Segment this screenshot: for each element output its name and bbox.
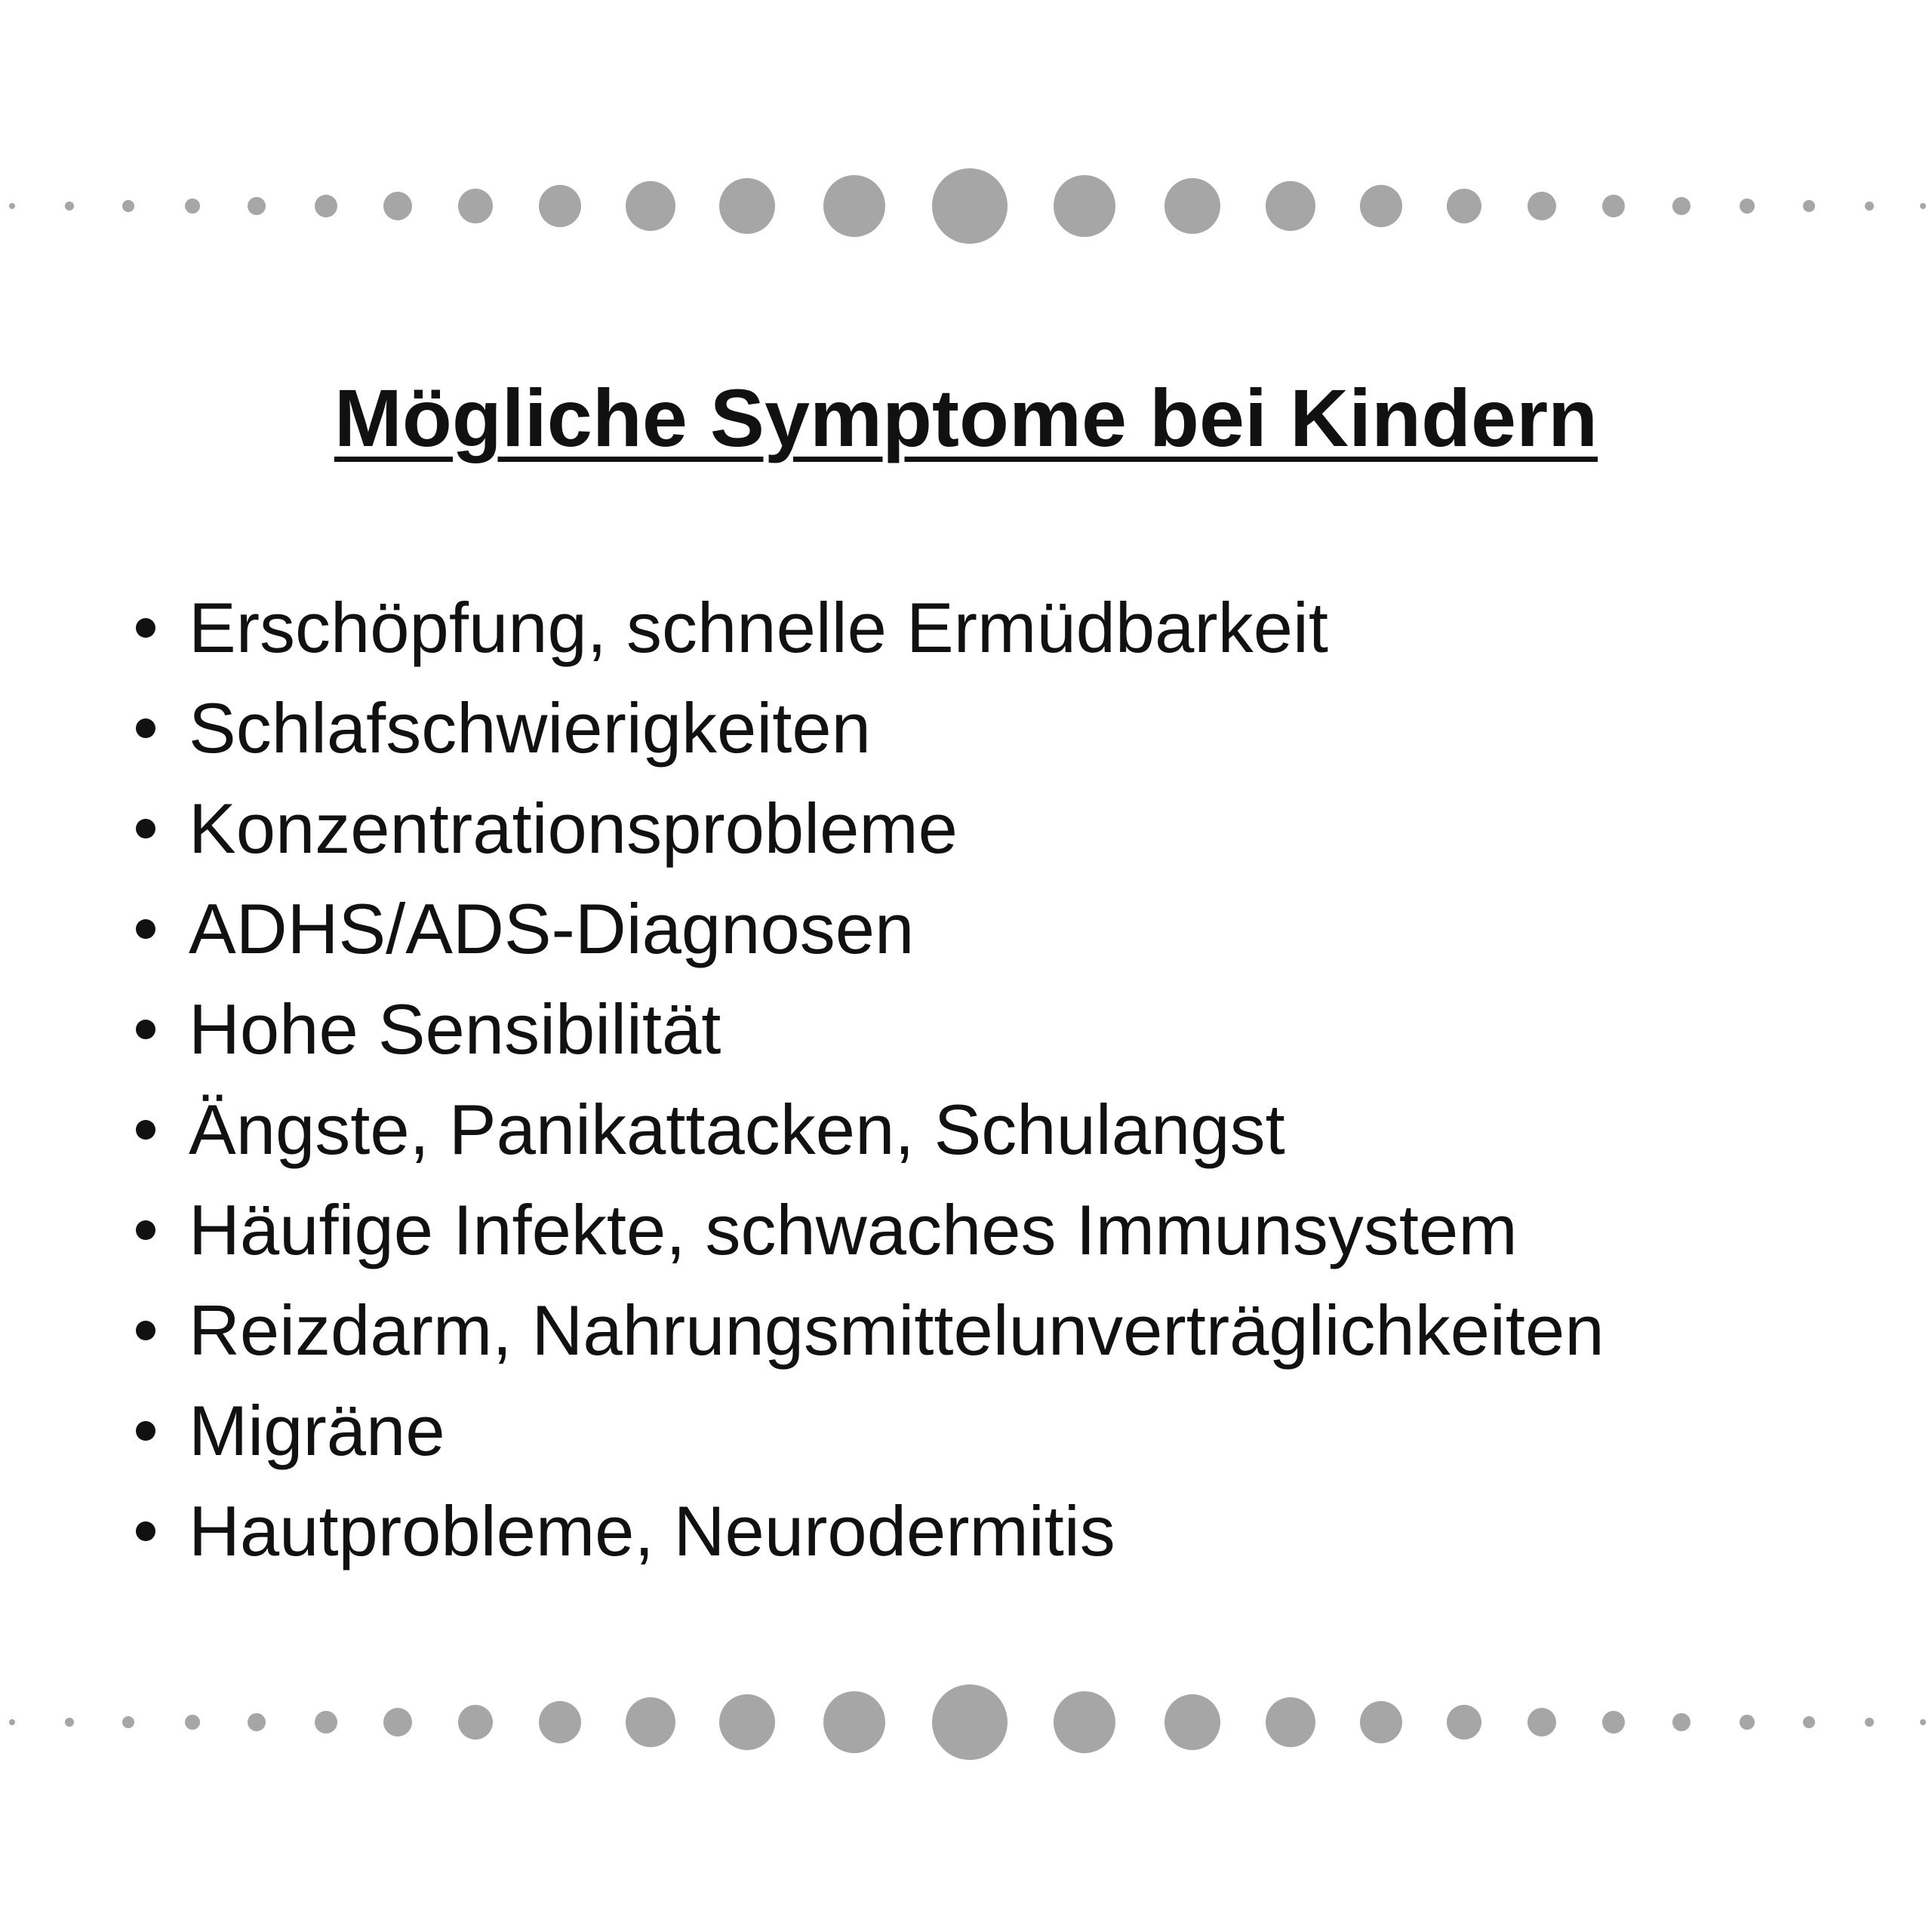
dot-icon — [9, 203, 15, 209]
dot-icon — [932, 1684, 1008, 1760]
list-item-text: Migräne — [189, 1391, 445, 1470]
dot-icon — [1865, 202, 1874, 211]
list-item — [128, 1280, 1604, 1380]
list-item — [128, 979, 1604, 1079]
list-item-text: Konzentrationsprobleme — [189, 789, 958, 868]
list-item — [128, 678, 1604, 778]
dot-icon — [539, 1701, 581, 1743]
bullet-icon — [136, 718, 155, 738]
dot-icon — [1527, 1708, 1556, 1737]
decorative-dots-bottom — [0, 1677, 1932, 1767]
list-item-text: Hautprobleme, Neurodermitis — [189, 1491, 1115, 1571]
list-item-text: Hohe Sensibilität — [189, 989, 721, 1069]
dot-icon — [1740, 1715, 1755, 1730]
list-item — [128, 1079, 1604, 1180]
dot-icon — [932, 168, 1008, 244]
dot-icon — [1803, 200, 1815, 212]
bullet-icon — [136, 1020, 155, 1039]
list-item — [128, 878, 1604, 979]
dot-icon — [248, 1713, 266, 1731]
dot-icon — [185, 1715, 200, 1730]
dot-icon — [9, 1719, 15, 1725]
dot-icon — [185, 198, 200, 214]
dot-icon — [626, 181, 675, 231]
list-item-text: ADHS/ADS-Diagnosen — [189, 889, 915, 968]
dot-icon — [122, 200, 134, 212]
bullet-icon — [136, 819, 155, 838]
list-item — [128, 1481, 1604, 1581]
bullet-icon — [136, 618, 155, 638]
bullet-icon — [136, 1220, 155, 1240]
dot-icon — [458, 189, 493, 223]
list-item — [128, 1180, 1604, 1280]
list-item — [128, 1380, 1604, 1481]
list-item — [128, 778, 1604, 878]
dot-icon — [1865, 1718, 1874, 1727]
decorative-dots-top — [0, 161, 1932, 251]
dot-icon — [248, 197, 266, 215]
dot-icon — [315, 1711, 337, 1734]
list-item-text: Ängste, Panikattacken, Schulangst — [189, 1090, 1285, 1169]
bullet-icon — [136, 1321, 155, 1340]
symptom-list — [128, 577, 1604, 1581]
dot-icon — [1803, 1716, 1815, 1728]
dot-icon — [626, 1697, 675, 1747]
list-item-text: Häufige Infekte, schwaches Immunsystem — [189, 1190, 1518, 1269]
dot-icon — [1920, 203, 1926, 209]
list-item-text: Schlafschwierigkeiten — [189, 688, 871, 768]
dot-icon — [1920, 1719, 1926, 1725]
dot-icon — [458, 1705, 493, 1740]
dot-icon — [719, 178, 775, 234]
dot-icon — [383, 192, 412, 220]
dot-icon — [122, 1716, 134, 1728]
list-item-text: Erschöpfung, schnelle Ermüdbarkeit — [189, 588, 1329, 667]
dot-icon — [1054, 1691, 1115, 1753]
bullet-icon — [136, 919, 155, 939]
dot-icon — [65, 202, 74, 211]
bullet-icon — [136, 1521, 155, 1541]
dot-icon — [823, 1691, 885, 1753]
dot-icon — [1602, 195, 1625, 217]
dot-icon — [383, 1708, 412, 1737]
dot-icon — [1266, 181, 1315, 231]
dot-icon — [65, 1718, 74, 1727]
page-title: Mögliche Symptome bei Kindern — [334, 372, 1598, 463]
dot-icon — [1164, 1694, 1220, 1750]
dot-icon — [1360, 1701, 1402, 1743]
bullet-icon — [136, 1421, 155, 1441]
bullet-icon — [136, 1120, 155, 1140]
dot-icon — [539, 185, 581, 227]
list-item — [128, 577, 1604, 678]
dot-icon — [1527, 192, 1556, 220]
dot-icon — [1672, 1713, 1690, 1731]
dot-icon — [823, 175, 885, 237]
dot-icon — [1602, 1711, 1625, 1734]
dot-icon — [1266, 1697, 1315, 1747]
dot-icon — [315, 195, 337, 217]
dot-icon — [1740, 198, 1755, 214]
dot-icon — [1164, 178, 1220, 234]
dot-icon — [1447, 1705, 1481, 1740]
dot-icon — [719, 1694, 775, 1750]
dot-icon — [1672, 197, 1690, 215]
dot-icon — [1360, 185, 1402, 227]
dot-icon — [1447, 189, 1481, 223]
list-item-text: Reizdarm, Nahrungsmittelunverträglichkeiten — [189, 1291, 1604, 1370]
dot-icon — [1054, 175, 1115, 237]
